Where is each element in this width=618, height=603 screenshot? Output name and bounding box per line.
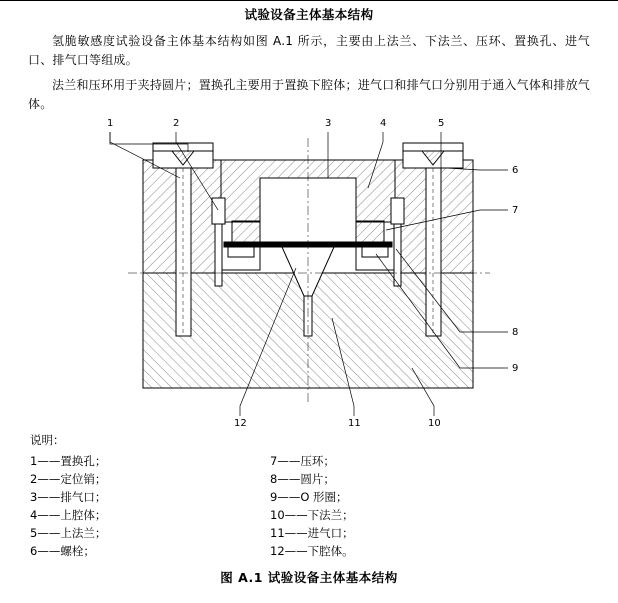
figure-technical-drawing — [60, 118, 560, 428]
legend-item: 3——排气口； — [30, 490, 107, 504]
legend-item: 4——上腔体； — [30, 508, 107, 522]
legend-item: 5——上法兰； — [30, 526, 107, 540]
legend-column-right — [270, 452, 354, 560]
callout-10: 10 — [428, 418, 441, 428]
legend-item: 9——O 形圈； — [270, 490, 348, 504]
callout-11: 11 — [348, 418, 361, 428]
page-top-rule — [0, 0, 618, 1]
figure-caption: 图 A.1 试验设备主体基本结构 — [220, 570, 398, 585]
legend-item: 2——定位销； — [30, 472, 107, 486]
legend-label: 说明： — [30, 433, 65, 447]
legend-item: 1——置换孔； — [30, 454, 107, 468]
page-title: 试验设备主体基本结构 — [244, 7, 374, 22]
callout-12: 12 — [234, 418, 247, 428]
figure-svg — [60, 118, 560, 428]
callout-4: 4 — [380, 118, 387, 129]
callout-2: 2 — [173, 118, 180, 129]
callout-9: 9 — [512, 363, 519, 374]
legend-column-left — [30, 452, 106, 560]
callout-8: 8 — [512, 327, 519, 338]
callout-6: 6 — [512, 165, 519, 176]
legend-item: 7——压环； — [270, 454, 335, 468]
body-paragraph-1: 氢脆敏感度试验设备主体基本结构如图 A.1 所示，主要由上法兰、下法兰、压环、置换孔、进气口、排气口等组成。 — [28, 34, 590, 67]
legend-item: 12——下腔体。 — [270, 544, 354, 558]
body-paragraph-2: 法兰和压环用于夹持圆片；置换孔主要用于置换下腔体；进气口和排气口分别用于通入气体和排放气体。 — [28, 78, 590, 111]
callout-7: 7 — [512, 205, 519, 216]
legend-item: 6——螺栓； — [30, 544, 95, 558]
callout-5: 5 — [438, 118, 445, 129]
callout-1: 1 — [107, 118, 114, 129]
legend-item: 8——圆片； — [270, 472, 335, 486]
legend-item: 10——下法兰； — [270, 508, 354, 522]
legend-item: 11——进气口； — [270, 526, 354, 540]
callout-3: 3 — [325, 118, 332, 129]
